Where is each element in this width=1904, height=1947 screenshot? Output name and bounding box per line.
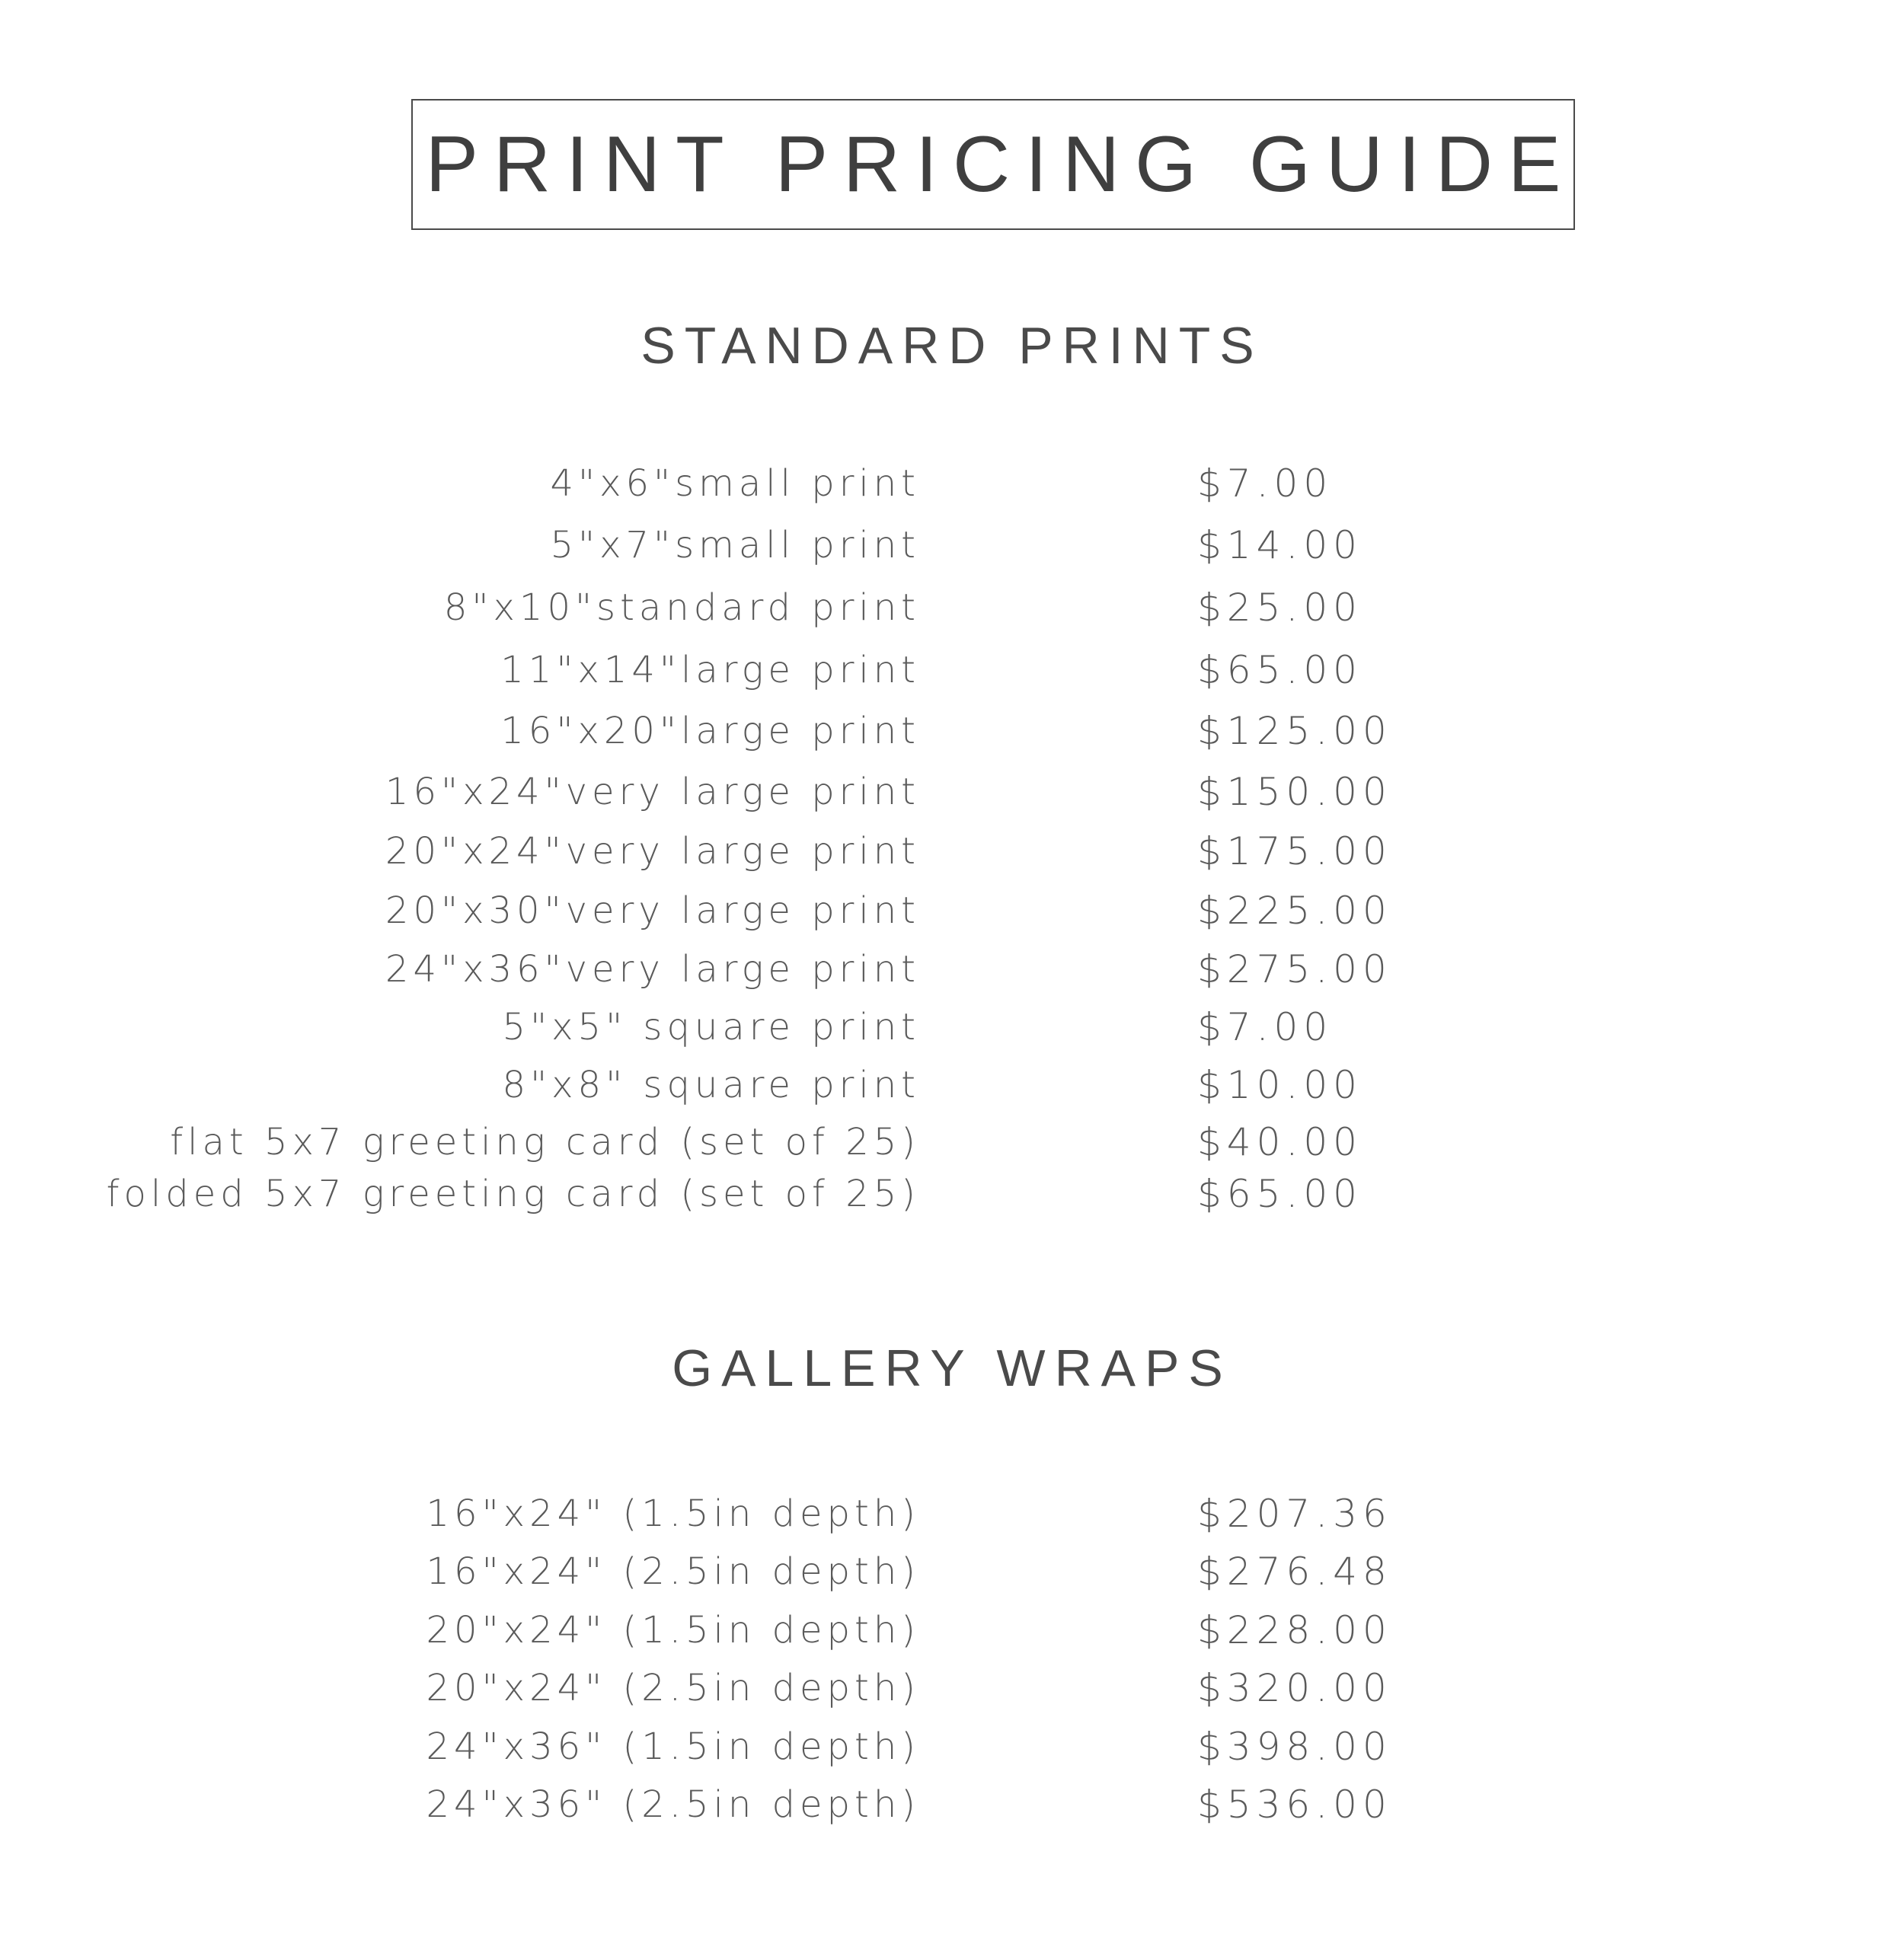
list-item — [0, 708, 1904, 754]
list-item — [0, 522, 1904, 568]
item-label: 11"x14"large print — [500, 649, 920, 691]
item-price: $14.00 — [1197, 523, 1363, 567]
item-label: 20"x24"very large print — [385, 830, 920, 873]
item-price: $207.36 — [1197, 1492, 1392, 1536]
item-label: 4"x6"small print — [550, 462, 920, 505]
list-item — [0, 1724, 1904, 1770]
item-price: $40.00 — [1197, 1120, 1363, 1164]
item-label: 8"x8" square print — [502, 1064, 920, 1106]
item-price: $125.00 — [1197, 709, 1392, 753]
item-price: $228.00 — [1197, 1608, 1392, 1652]
item-label: 24"x36" (2.5in depth) — [426, 1783, 920, 1826]
item-price: $175.00 — [1197, 829, 1392, 873]
item-price: $536.00 — [1197, 1783, 1392, 1827]
list-item — [0, 585, 1904, 630]
item-price: $25.00 — [1197, 586, 1363, 630]
list-item — [0, 1607, 1904, 1653]
list-item — [0, 1491, 1904, 1537]
item-price: $225.00 — [1197, 889, 1392, 933]
list-item — [0, 1171, 1904, 1217]
list-item — [0, 946, 1904, 992]
list-item — [0, 647, 1904, 693]
item-label: folded 5x7 greeting card (set of 25) — [106, 1173, 920, 1215]
section-heading-standard-prints: STANDARD PRINTS — [641, 317, 1263, 375]
item-label: 8"x10"standard print — [443, 586, 920, 629]
item-label: 24"x36" (1.5in depth) — [426, 1725, 920, 1768]
list-item — [0, 1119, 1904, 1165]
list-item — [0, 1004, 1904, 1050]
item-label: flat 5x7 greeting card (set of 25) — [170, 1121, 920, 1163]
item-label: 16"x24"very large print — [385, 771, 920, 813]
item-price: $398.00 — [1197, 1725, 1392, 1769]
item-label: 16"x20"large print — [500, 710, 920, 752]
list-item — [0, 461, 1904, 506]
item-price: $10.00 — [1197, 1063, 1363, 1107]
item-price: $65.00 — [1197, 648, 1363, 692]
item-label: 20"x24" (1.5in depth) — [426, 1609, 920, 1652]
item-price: $320.00 — [1197, 1666, 1392, 1710]
item-label: 16"x24" (1.5in depth) — [426, 1492, 920, 1535]
list-item — [0, 1062, 1904, 1108]
item-price: $275.00 — [1197, 947, 1392, 991]
item-label: 16"x24" (2.5in depth) — [426, 1550, 920, 1593]
section-heading-gallery-wraps: GALLERY WRAPS — [672, 1339, 1232, 1397]
list-item — [0, 769, 1904, 815]
list-item — [0, 1665, 1904, 1711]
item-label: 5"x7"small print — [550, 524, 920, 567]
list-item — [0, 888, 1904, 934]
title-box — [411, 99, 1575, 230]
list-item — [0, 1782, 1904, 1827]
page-title: PRINT PRICING GUIDE — [425, 120, 1577, 209]
item-price: $150.00 — [1197, 770, 1392, 814]
item-label: 5"x5" square print — [502, 1006, 920, 1049]
item-label: 20"x30"very large print — [385, 889, 920, 932]
item-price: $7.00 — [1197, 1005, 1334, 1049]
list-item — [0, 828, 1904, 874]
item-price: $65.00 — [1197, 1172, 1363, 1216]
item-price: $276.48 — [1197, 1550, 1392, 1594]
item-label: 24"x36"very large print — [385, 948, 920, 991]
item-label: 20"x24" (2.5in depth) — [426, 1667, 920, 1709]
item-price: $7.00 — [1197, 461, 1334, 506]
list-item — [0, 1549, 1904, 1594]
